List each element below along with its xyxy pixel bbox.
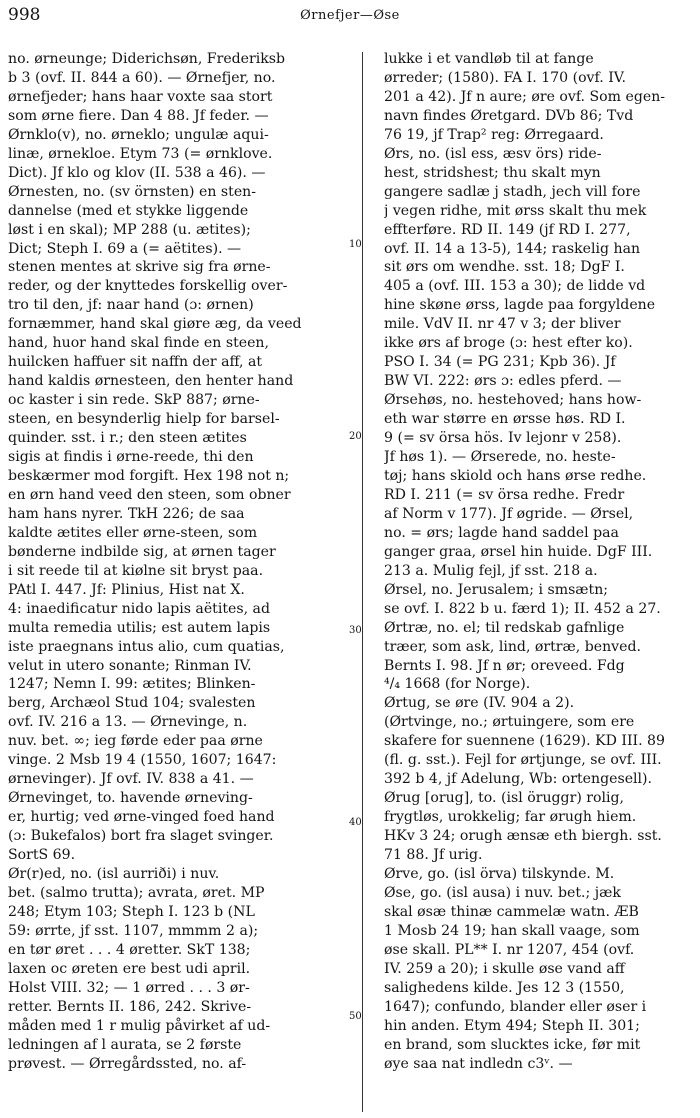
text-line: beskærmer mod forgift. Hex 198 not n;	[8, 467, 290, 484]
text-line: RD I. 211 (= sv örsa redhe. Fredr	[384, 486, 625, 503]
text-line: gangere sadlæ j stadh, jech vill fore	[384, 183, 641, 200]
text-line: 213 a. Mulig fejl, jf sst. 218 a.	[384, 562, 598, 579]
text-line: huilcken haffuer sit naffn der aff, at	[8, 354, 263, 371]
text-line: Ørnklo(v), no. ørneklo; ungulæ aqui-	[8, 126, 269, 143]
text-line: ørnevinger). Jf ovf. IV. 838 a 41. —	[8, 771, 254, 788]
text-line: nuv. bet. ∞; ieg førde eder paa ørne	[8, 733, 263, 750]
text-line: Ørsehøs, no. hestehoved; hans how-	[384, 392, 642, 409]
text-line: i sit reede til at kiølne sit bryst paa.	[8, 562, 264, 579]
text-line: 201 a 42). Jf n aure; øre ovf. Som egen-	[384, 88, 666, 105]
text-line: b 3 (ovf. II. 844 a 60). — Ørnefjer, no.	[8, 69, 276, 86]
left-column	[8, 50, 345, 1073]
text-line: oc kaster i sin rede. SkP 887; ørne-	[8, 392, 260, 409]
text-line: af Norm v 177). Jf øgride. — Ørsel,	[384, 505, 634, 522]
text-line: kaldte ætites eller ørne-steen, som	[8, 524, 258, 541]
right-column	[384, 50, 694, 1073]
line-number: 50	[349, 1011, 362, 1022]
text-line: en brand, som slucktes icke, før mit	[384, 1036, 641, 1053]
text-line: 4: inaedificatur nido lapis aëtites, ad	[8, 600, 270, 617]
text-line: Ørs, no. (isl ess, æsv örs) ride-	[384, 145, 602, 162]
text-line: sigis at findis i ørne-reede, thi den	[8, 449, 254, 466]
text-line: hin anden. Etym 494; Steph II. 301;	[384, 1017, 640, 1034]
text-line: løst i en skal); MP 288 (u. ætites);	[8, 221, 251, 238]
text-line: ⁴/₄ 1668 (for Norge).	[384, 676, 531, 693]
text-line: hine skøne ørss, lagde paa forgyldene	[384, 297, 656, 314]
text-line: 76 19, jf Trap² reg: Ørregaard.	[384, 126, 604, 143]
text-line: sit ørs om wendhe. sst. 18; DgF I.	[384, 259, 625, 276]
text-line: frygtløs, urokkelig; far ørugh hiem.	[384, 809, 637, 826]
text-line: ovf. II. 14 a 13-5), 144; raskelig han	[384, 240, 641, 257]
text-line: (fl. g. sst.). Fejl for ørtjunge, se ovf. III.	[384, 752, 662, 769]
text-line: ikke ørs af broge (ɔ: hest efter ko).	[384, 335, 633, 352]
text-line: hest, stridshest; thu skalt myn	[384, 164, 601, 181]
text-line: linæ, ørnekloe. Etym 73 (= ørnklove.	[8, 145, 273, 162]
text-line: skal øsæ thinæ cammelæ watn. ÆB	[384, 903, 639, 920]
text-line: Ørug [orug], to. (isl öruggr) rolig,	[384, 790, 625, 807]
text-line: Ørve, go. (isl örva) tilskynde. M.	[384, 865, 615, 882]
text-line: stenen mentes at skrive sig fra ørne-	[8, 259, 271, 276]
running-head: Ørnefjer—Øse	[300, 8, 400, 23]
text-line: (Ørtvinge, no.; ørtuingere, som ere	[384, 714, 635, 731]
text-line: retter. Bernts II. 186, 242. Skrive-	[8, 998, 252, 1015]
text-line: 1 Mosb 24 19; han skall vaage, som	[384, 922, 640, 939]
text-line: Ørtræ, no. el; til redskab gafnlige	[384, 619, 625, 636]
text-line: Dict; Steph I. 69 a (= aëtites). —	[8, 240, 242, 257]
page-number: 998	[8, 5, 41, 25]
text-line: skafere for suennene (1629). KD III. 89	[384, 733, 665, 750]
text-line: berg, Archæol Stud 104; svalesten	[8, 695, 256, 712]
text-line: ovf. IV. 216 a 13. — Ørnevinge, n.	[8, 714, 248, 731]
text-line: Jf høs 1). — Ørserede, no. heste-	[384, 449, 616, 466]
text-line: hand kaldis ørnesteen, den henter hand	[8, 373, 294, 390]
text-line: tro til den, jf: naar hand (ɔ: ørnen)	[8, 297, 254, 314]
text-line: Holst VIII. 32; — 1 ørred . . . 3 ør-	[8, 979, 250, 996]
text-line: ledningen af l aurata, se 2 første	[8, 1036, 242, 1053]
text-line: fornæmmer, hand skal giøre æg, da veed	[8, 316, 302, 333]
text-line: Ørsel, no. Jerusalem; i smsætn;	[384, 581, 609, 598]
text-line: tøj; hans skiold och hans ørse redhe.	[384, 467, 647, 484]
text-line: 9 (= sv örsa hös. Iv lejonr v 258).	[384, 430, 622, 447]
text-line: ørreder; (1580). FA I. 170 (ovf. IV.	[384, 69, 626, 86]
text-line: 71 88. Jf urig.	[384, 847, 483, 864]
text-line: SortS 69.	[8, 847, 76, 864]
text-line: (ɔ: Bukefalos) bort fra slaget svinger.	[8, 828, 274, 845]
text-line: hand, huor hand skal finde en steen,	[8, 335, 269, 352]
text-line: 1247; Nemn I. 99: ætites; Blinken-	[8, 676, 256, 693]
text-line: Ørtug, se øre (IV. 904 a 2).	[384, 695, 575, 712]
text-line: BW VI. 222: ørs ɔ: edles pferd. —	[384, 373, 622, 390]
text-line: HKv 3 24; orugh ænsæ eth biergh. sst.	[384, 828, 662, 845]
text-line: 405 a (ovf. III. 153 a 30); de lidde vd	[384, 278, 646, 295]
text-line: vinge. 2 Msb 19 4 (1550, 1607; 1647:	[8, 752, 277, 769]
text-line: no. = ørs; lagde hand saddel paa	[384, 524, 619, 541]
text-line: dannelse (med et stykke liggende	[8, 202, 249, 219]
text-line: Ørnesten, no. (sv örnsten) en sten-	[8, 183, 256, 200]
text-line: en tør øret . . . 4 øretter. SkT 138;	[8, 941, 251, 958]
text-line: 1647); confundo, blander eller øser i	[384, 998, 647, 1015]
line-number: 10	[349, 239, 362, 250]
text-line: PSO I. 34 (= PG 231; Kpb 36). Jf	[384, 354, 616, 371]
text-line: Øse, go. (isl ausa) i nuv. bet.; jæk	[384, 884, 621, 901]
text-line: prøvest. — Ørregårdssted, no. af-	[8, 1055, 247, 1072]
text-line: øse skall. PL** I. nr 1207, 454 (ovf.	[384, 941, 635, 958]
text-line: Ørnevinget, to. havende ørneving-	[8, 790, 253, 807]
text-line: øye saa nat indledn c3ᵛ. —	[384, 1055, 573, 1072]
text-line: er, hurtig; ved ørne-vinged foed hand	[8, 809, 275, 826]
text-line: steen, en besynderlig hielp for barsel-	[8, 411, 280, 428]
text-line: quinder. sst. i r.; den steen ætites	[8, 430, 247, 447]
line-number: 20	[349, 431, 362, 442]
text-line: måden med 1 r mulig påvirket af ud-	[8, 1017, 271, 1034]
text-line: salighedens kilde. Jes 12 3 (1550,	[384, 979, 625, 996]
line-number: 30	[349, 625, 362, 636]
text-line: IV. 259 a 20); i skulle øse vand aff	[384, 960, 625, 977]
page-header	[0, 0, 700, 30]
text-line: bønderne indbilde sig, at ørnen tager	[8, 543, 276, 560]
line-number: 40	[349, 817, 362, 828]
text-line: 59: ørrte, jf sst. 1107, mmmm 2 a);	[8, 922, 259, 939]
text-line: som ørne fiere. Dan 4 88. Jf feder. —	[8, 107, 269, 124]
text-line: 392 b 4, jf Adelung, Wb: ortengesell).	[384, 771, 653, 788]
text-line: laxen oc øreten ere best udi april.	[8, 960, 251, 977]
text-line: mile. VdV II. nr 47 v 3; der bliver	[384, 316, 621, 333]
text-line: effterføre. RD II. 149 (jf RD I. 277,	[384, 221, 631, 238]
text-line: velut in utero sonante; Rinman IV.	[8, 657, 252, 674]
text-line: se ovf. I. 822 b u. færd 1); II. 452 a 27.	[384, 600, 661, 617]
text-line: ganger graa, ørsel hin huide. DgF III.	[384, 543, 653, 560]
text-line: iste praegnans intus alio, cum quatias,	[8, 638, 285, 655]
text-line: ørnefjeder; hans haar voxte saa stort	[8, 88, 273, 105]
text-line: lukke i et vandløb til at fange	[384, 51, 594, 67]
text-line: bet. (salmo trutta); avrata, øret. MP	[8, 884, 265, 901]
text-line: Bernts I. 98. Jf n ør; oreveed. Fdg	[384, 657, 625, 674]
text-line: træer, som ask, lind, ørtræ, benved.	[384, 638, 641, 655]
text-line: 248; Etym 103; Steph I. 123 b (NL	[8, 903, 255, 920]
text-line: navn findes Øretgard. DVb 86; Tvd	[384, 107, 634, 124]
column-divider	[362, 52, 363, 1112]
text-line: eth war større en ørsse høs. RD I.	[384, 411, 626, 428]
text-line: Dict). Jf klo og klov (II. 538 a 46). —	[8, 164, 266, 181]
text-line: ham hans nyrer. TkH 226; de saa	[8, 505, 245, 522]
text-line: en ørn hand veed den steen, som obner	[8, 486, 291, 503]
text-line: j vegen ridhe, mit ørss skalt thu mek	[384, 202, 647, 219]
text-line: reder, og der knyttedes forskellig over-	[8, 278, 288, 295]
text-line: Ør(r)ed, no. (isl aurriði) i nuv.	[8, 865, 220, 882]
text-line: multa remedia utilis; est autem lapis	[8, 619, 271, 636]
text-line: no. ørneunge; Diderichsøn, Frederiksb	[8, 51, 286, 67]
text-line: PAtl I. 447. Jf: Plinius, Hist nat X.	[8, 581, 245, 598]
